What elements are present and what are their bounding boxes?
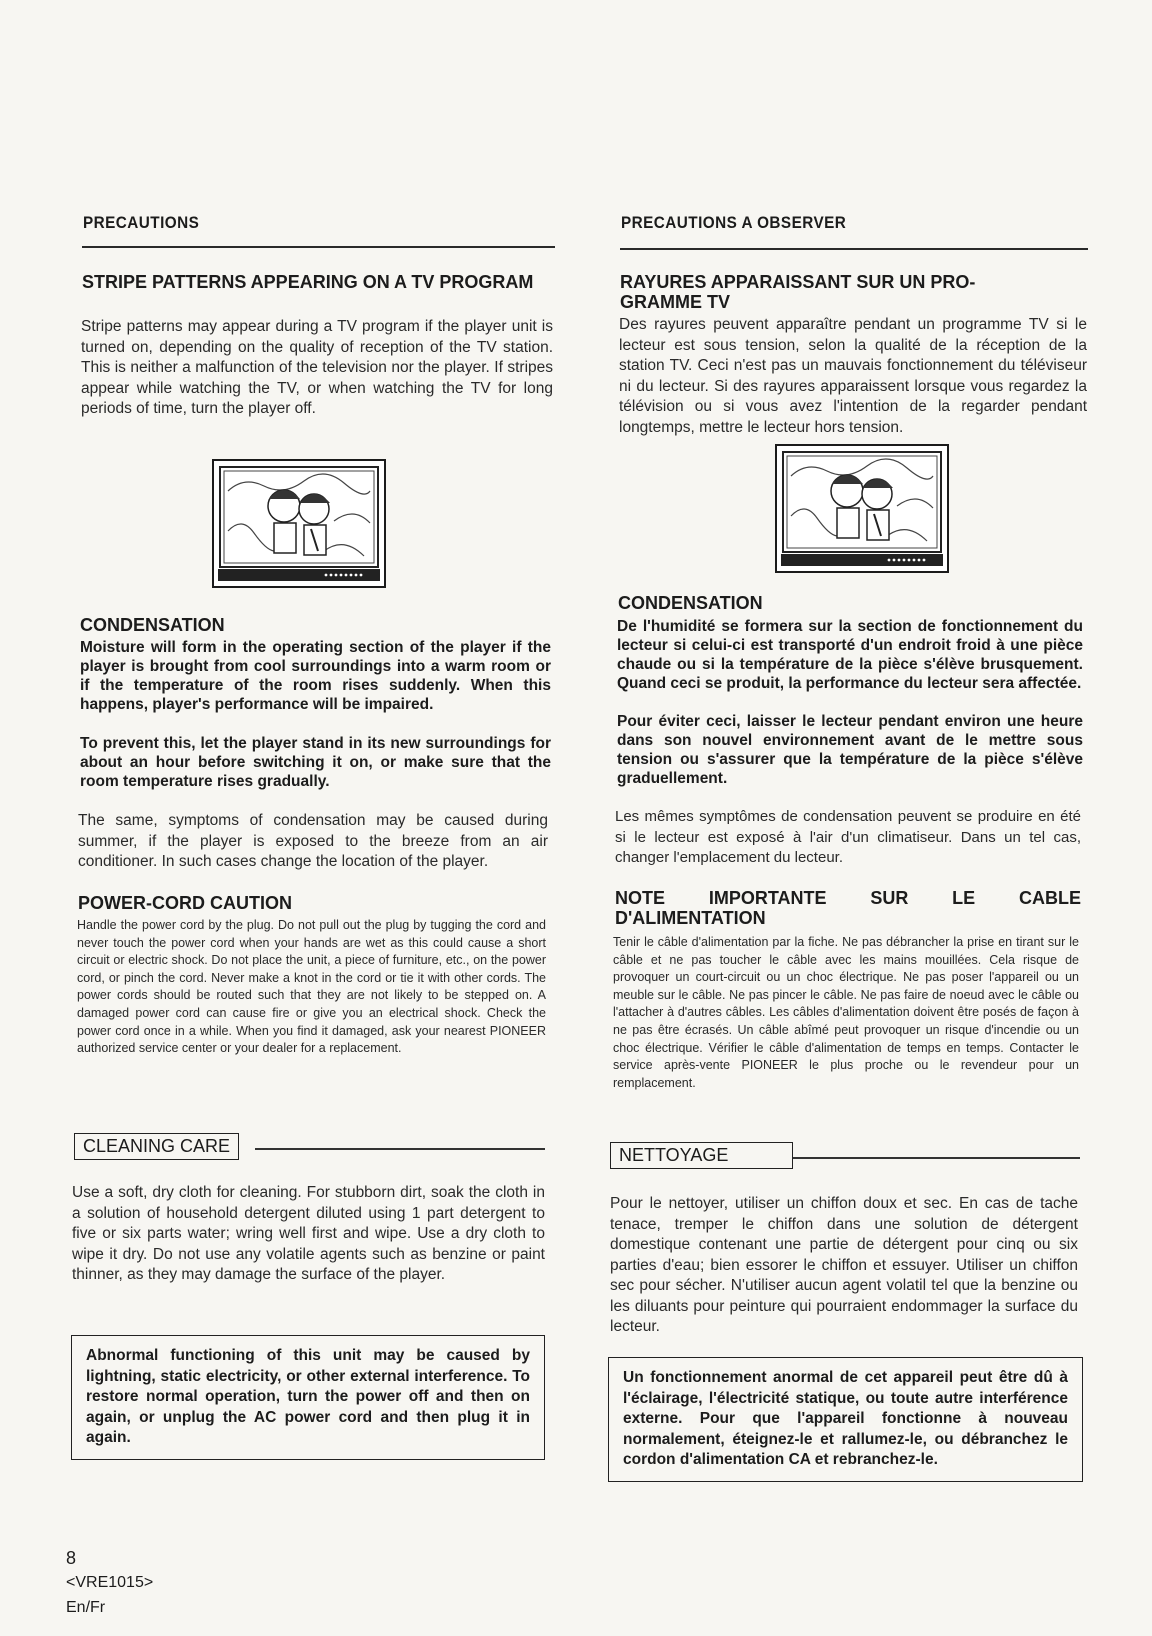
right-condensation-title: CONDENSATION (618, 593, 763, 613)
left-tv-illustration (212, 459, 386, 588)
model-code: <VRE1015> (66, 1574, 154, 1591)
tv-cartoon-icon (777, 446, 947, 571)
left-condensation-bold-1: Moisture will form in the operating section of the player if the player is brought from cool surroundings into a warm room or if the temperature of the room rises suddenly. When this happens, player's performance will be impaired. (80, 639, 551, 713)
tv-cartoon-icon (214, 461, 384, 586)
left-condensation-bold-2: To prevent this, let the player stand in its new surroundings for about an hour before switching it on, or make sure that the room temperature rises gradually. (80, 735, 551, 790)
right-condensation-text: Les mêmes symptômes de condensation peuvent se produire en été si le lecteur est exposé à l'air d'un climatiseur. Dans un tel cas, changer l'emplacement du lecteur. (615, 808, 1081, 866)
left-cleaning-care-heading: CLEANING CARE (74, 1133, 239, 1160)
left-power-cord-text: Handle the power cord by the plug. Do not pull out the plug by tugging the cord and never touch the power cord when your hands are wet as this could cause a short circuit or electric shock. Do not place the unit, a piece of furniture, etc., on the power cord, or pinch the cord. Never make a knot in the cord or tie it with other cords. The power cords should be routed such that they are not likely to be stepped on. A damaged power cord can cause fire or give you an electrical shock. Check the power cord once in a while. When you find it damaged, ask your nearest PIONEER authorized service center or your dealer for a replacement. (77, 918, 546, 1056)
right-header-rule (620, 248, 1088, 250)
left-stripe-title: STRIPE PATTERNS APPEARING ON A TV PROGRAM (82, 272, 534, 292)
right-power-cord-title: NOTE IMPORTANTE SUR LE CABLE D'ALIMENTATION (615, 888, 1081, 928)
language-code: En/Fr (66, 1599, 106, 1616)
left-abnormal-function-notice (71, 1335, 545, 1460)
right-stripe-title: RAYURES APPARAISSANT SUR UN PRO-GRAMME TV (620, 272, 976, 312)
right-nettoyage-rule (793, 1157, 1080, 1159)
right-nettoyage-heading: NETTOYAGE (610, 1142, 793, 1169)
right-power-cord-text: Tenir le câble d'alimentation par la fiche. Ne pas débrancher la prise en tirant sur le câble et ne pas toucher le câble avec les mains mouillées. Cela risque de provoquer un court-circuit ou un choc électrique. Ne pas poser l'appareil ou un meuble sur le câble. Ne pas pincer le câble. Ne pas faire de noeud avec le câble ou l'attacher à d'autres câbles. Les câbles d'alimentation doivent être posés de façon à ne pas être écrasés. Un câble abîmé peut provoquer un risque d'incendie ou un choc électrique. Vérifier le câble d'alimentation de temps en temps. Contacter le service après-vente PIONEER le plus proche ou le revendeur pour un remplacement. (613, 935, 1079, 1090)
right-section-header: PRECAUTIONS A OBSERVER (621, 213, 847, 232)
right-stripe-text: Des rayures peuvent apparaître pendant un programme TV si le lecteur est sous tension, selon la qualité de la réception de la station TV. Ceci n'est pas un mauvais fonctionnement du téléviseur ni du lecteur. Si des rayures apparaissent lorsque vous regardez la télévision ou si vous avez l'intention de la regarder pendant longtemps, mettre le lecteur hors tension. (619, 316, 1087, 436)
left-stripe-text: Stripe patterns may appear during a TV program if the player unit is turned on, depending on the quality of reception of the TV station. This is neither a malfunction of the television nor the player. If stripes appear while watching the TV, or when watching the TV for long periods of time, turn the player off. (81, 318, 553, 417)
left-cleaning-care-rule (255, 1148, 545, 1150)
left-section-header: PRECAUTIONS (83, 213, 200, 232)
right-abnormal-function-notice (608, 1357, 1083, 1482)
left-cleaning-text: Use a soft, dry cloth for cleaning. For stubborn dirt, soak the cloth in a solution of household detergent diluted using 1 part detergent to five or six parts water; wring well first and wipe. Use a dry cloth to wipe it dry. Do not use any volatile agents such as benzine or paint thinner, as they may damage the surface of the player. (72, 1184, 545, 1283)
left-condensation-title: CONDENSATION (80, 615, 225, 635)
right-condensation-bold-2: Pour éviter ceci, laisser le lecteur pendant environ une heure dans son nouvel environnement avant de le mettre sous tension ou s'assurer que la température de la pièce s'élève graduellement. (617, 713, 1083, 787)
left-notice-text: Abnormal functioning of this unit may be caused by lightning, static electricity, or other external interference. To restore normal operation, turn the power off and then on again, or unplug the AC power cord and then plug it in again. (86, 1347, 530, 1446)
right-cleaning-text: Pour le nettoyer, utiliser un chiffon doux et sec. En cas de tache tenace, tremper le chiffon dans une solution de détergent domestique contenant une partie de détergent pour cinq ou six parties d'eau; bien essorer le chiffon et essuyer. Utiliser un chiffon sec pour sécher. N'utiliser aucun agent volatil tel que la benzine ou les diluants pour peinture qui pourraient endommager la surface du lecteur. (610, 1195, 1078, 1335)
left-power-cord-title: POWER-CORD CAUTION (78, 893, 292, 913)
right-tv-illustration (775, 444, 949, 573)
left-header-rule (82, 246, 555, 248)
left-condensation-text: The same, symptoms of condensation may be caused during summer, if the player is exposed to the breeze from an air conditioner. In such cases change the location of the player. (78, 812, 548, 870)
page-number: 8 (66, 1548, 77, 1568)
right-notice-text: Un fonctionnement anormal de cet appareil peut être dû à l'éclairage, l'électricité statique, ou toute autre interférence externe. Pour que l'appareil fonctionne à nouveau normalement, éteignez-le et rallumez-le, ou débranchez le cordon d'alimentation CA et rebranchez-le. (623, 1369, 1068, 1468)
right-condensation-bold-1: De l'humidité se formera sur la section de fonctionnement du lecteur si celui-ci est transporté d'un endroit froid à une pièce chaude ou si la température de la pièce s'élève brusquement. Quand ceci se produit, la performance du lecteur sera affectée. (617, 618, 1083, 692)
